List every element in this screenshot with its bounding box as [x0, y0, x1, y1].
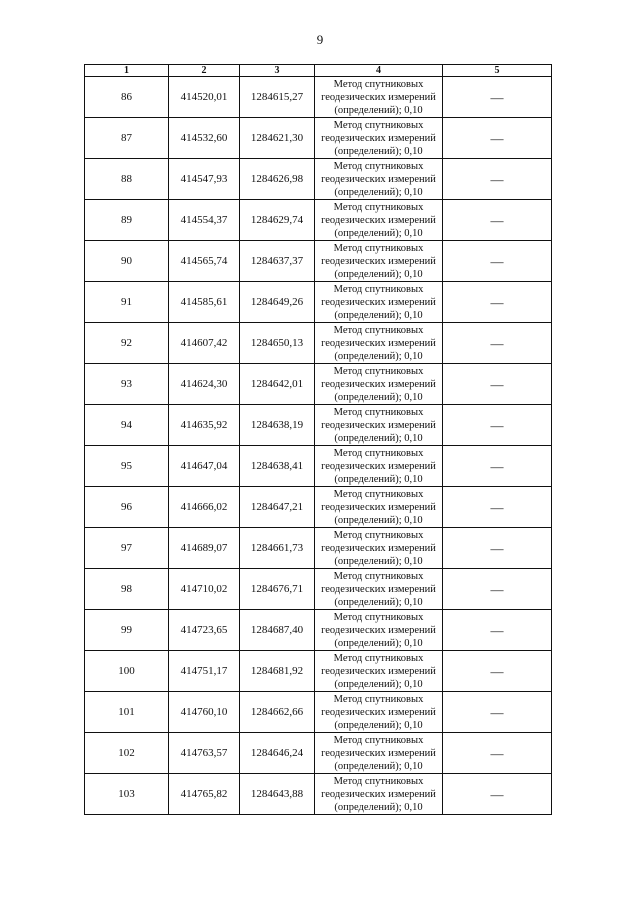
x-coordinate-cell: 414520,01 [169, 77, 240, 118]
method-line: геодезических измерений [321, 706, 436, 718]
method-line: (определений); 0,10 [334, 145, 423, 157]
point-number-cell: 86 [85, 77, 169, 118]
point-number-cell: 90 [85, 241, 169, 282]
method-line: геодезических измерений [321, 460, 436, 472]
method-cell [315, 364, 443, 405]
method-line: геодезических измерений [321, 788, 436, 800]
table-header-row [85, 65, 552, 77]
table-row [85, 405, 552, 446]
description-cell: — [443, 569, 552, 610]
method-line: геодезических измерений [321, 665, 436, 677]
method-line: (определений); 0,10 [334, 309, 423, 321]
point-number-cell: 96 [85, 487, 169, 528]
method-line: (определений); 0,10 [334, 637, 423, 649]
column-header-4: 4 [315, 65, 443, 77]
method-cell [315, 282, 443, 323]
table-row [85, 159, 552, 200]
table-row [85, 487, 552, 528]
description-cell: — [443, 200, 552, 241]
method-line: (определений); 0,10 [334, 596, 423, 608]
method-line: Метод спутниковых [333, 775, 424, 787]
description-cell: — [443, 610, 552, 651]
y-coordinate-cell: 1284676,71 [240, 569, 315, 610]
x-coordinate-cell: 414554,37 [169, 200, 240, 241]
y-coordinate-cell: 1284638,19 [240, 405, 315, 446]
x-coordinate-cell: 414765,82 [169, 774, 240, 815]
method-cell [315, 118, 443, 159]
method-line: геодезических измерений [321, 132, 436, 144]
y-coordinate-cell: 1284650,13 [240, 323, 315, 364]
method-cell [315, 569, 443, 610]
method-line: Метод спутниковых [333, 447, 424, 459]
method-cell [315, 241, 443, 282]
method-cell [315, 405, 443, 446]
y-coordinate-cell: 1284649,26 [240, 282, 315, 323]
column-header-2: 2 [169, 65, 240, 77]
x-coordinate-cell: 414607,42 [169, 323, 240, 364]
method-line: Метод спутниковых [333, 283, 424, 295]
table-row [85, 77, 552, 118]
point-number-cell: 103 [85, 774, 169, 815]
y-coordinate-cell: 1284615,27 [240, 77, 315, 118]
method-line: Метод спутниковых [333, 570, 424, 582]
point-number-cell: 89 [85, 200, 169, 241]
x-coordinate-cell: 414723,65 [169, 610, 240, 651]
table-body [85, 77, 552, 815]
method-line: Метод спутниковых [333, 201, 424, 213]
method-line: геодезических измерений [321, 501, 436, 513]
method-line: (определений); 0,10 [334, 719, 423, 731]
method-line: геодезических измерений [321, 624, 436, 636]
y-coordinate-cell: 1284638,41 [240, 446, 315, 487]
table-row [85, 118, 552, 159]
method-line: геодезических измерений [321, 419, 436, 431]
description-cell: — [443, 241, 552, 282]
description-cell: — [443, 528, 552, 569]
table-row [85, 241, 552, 282]
point-number-cell: 91 [85, 282, 169, 323]
method-line: Метод спутниковых [333, 652, 424, 664]
method-cell [315, 733, 443, 774]
method-line: геодезических измерений [321, 747, 436, 759]
table-row [85, 733, 552, 774]
column-header-3: 3 [240, 65, 315, 77]
description-cell: — [443, 323, 552, 364]
method-line: Метод спутниковых [333, 78, 424, 90]
method-line: геодезических измерений [321, 173, 436, 185]
description-cell: — [443, 118, 552, 159]
method-line: (определений); 0,10 [334, 350, 423, 362]
description-cell: — [443, 651, 552, 692]
description-cell: — [443, 405, 552, 446]
table-row [85, 528, 552, 569]
description-cell: — [443, 487, 552, 528]
method-cell [315, 77, 443, 118]
point-number-cell: 88 [85, 159, 169, 200]
method-line: геодезических измерений [321, 337, 436, 349]
y-coordinate-cell: 1284629,74 [240, 200, 315, 241]
method-line: Метод спутниковых [333, 324, 424, 336]
column-header-5: 5 [443, 65, 552, 77]
method-cell [315, 692, 443, 733]
method-line: Метод спутниковых [333, 242, 424, 254]
table-row [85, 323, 552, 364]
method-line: Метод спутниковых [333, 693, 424, 705]
method-line: (определений); 0,10 [334, 801, 423, 813]
method-cell [315, 200, 443, 241]
method-line: (определений); 0,10 [334, 186, 423, 198]
x-coordinate-cell: 414751,17 [169, 651, 240, 692]
y-coordinate-cell: 1284681,92 [240, 651, 315, 692]
description-cell: — [443, 77, 552, 118]
point-number-cell: 94 [85, 405, 169, 446]
y-coordinate-cell: 1284621,30 [240, 118, 315, 159]
x-coordinate-cell: 414532,60 [169, 118, 240, 159]
method-line: (определений); 0,10 [334, 104, 423, 116]
method-line: (определений); 0,10 [334, 268, 423, 280]
description-cell: — [443, 159, 552, 200]
table-row [85, 282, 552, 323]
method-cell [315, 610, 443, 651]
method-line: (определений); 0,10 [334, 760, 423, 772]
method-cell [315, 528, 443, 569]
page-number: 9 [316, 32, 324, 47]
method-cell [315, 446, 443, 487]
table-row [85, 692, 552, 733]
point-number-cell: 102 [85, 733, 169, 774]
y-coordinate-cell: 1284637,37 [240, 241, 315, 282]
description-cell: — [443, 364, 552, 405]
y-coordinate-cell: 1284687,40 [240, 610, 315, 651]
method-line: геодезических измерений [321, 542, 436, 554]
description-cell: — [443, 774, 552, 815]
method-cell [315, 159, 443, 200]
table-row [85, 200, 552, 241]
method-line: (определений); 0,10 [334, 227, 423, 239]
method-line: (определений); 0,10 [334, 391, 423, 403]
x-coordinate-cell: 414635,92 [169, 405, 240, 446]
point-number-cell: 97 [85, 528, 169, 569]
y-coordinate-cell: 1284647,21 [240, 487, 315, 528]
x-coordinate-cell: 414547,93 [169, 159, 240, 200]
description-cell: — [443, 446, 552, 487]
y-coordinate-cell: 1284626,98 [240, 159, 315, 200]
table-row [85, 774, 552, 815]
method-cell [315, 323, 443, 364]
x-coordinate-cell: 414565,74 [169, 241, 240, 282]
method-line: Метод спутниковых [333, 160, 424, 172]
table-row [85, 364, 552, 405]
method-line: Метод спутниковых [333, 734, 424, 746]
table-row [85, 569, 552, 610]
description-cell: — [443, 282, 552, 323]
method-line: геодезических измерений [321, 255, 436, 267]
method-cell [315, 774, 443, 815]
method-line: (определений); 0,10 [334, 432, 423, 444]
y-coordinate-cell: 1284646,24 [240, 733, 315, 774]
method-cell [315, 487, 443, 528]
description-cell: — [443, 692, 552, 733]
point-number-cell: 101 [85, 692, 169, 733]
method-line: геодезических измерений [321, 583, 436, 595]
y-coordinate-cell: 1284643,88 [240, 774, 315, 815]
method-line: (определений); 0,10 [334, 473, 423, 485]
table-row [85, 651, 552, 692]
method-line: Метод спутниковых [333, 406, 424, 418]
point-number-cell: 92 [85, 323, 169, 364]
x-coordinate-cell: 414710,02 [169, 569, 240, 610]
method-line: (определений); 0,10 [334, 555, 423, 567]
method-line: Метод спутниковых [333, 119, 424, 131]
coordinates-table [84, 64, 552, 815]
method-line: геодезических измерений [321, 296, 436, 308]
y-coordinate-cell: 1284661,73 [240, 528, 315, 569]
method-line: Метод спутниковых [333, 365, 424, 377]
y-coordinate-cell: 1284662,66 [240, 692, 315, 733]
point-number-cell: 100 [85, 651, 169, 692]
point-number-cell: 93 [85, 364, 169, 405]
method-line: (определений); 0,10 [334, 678, 423, 690]
point-number-cell: 99 [85, 610, 169, 651]
method-line: Метод спутниковых [333, 488, 424, 500]
y-coordinate-cell: 1284642,01 [240, 364, 315, 405]
description-cell: — [443, 733, 552, 774]
column-header-1: 1 [85, 65, 169, 77]
method-cell [315, 651, 443, 692]
point-number-cell: 95 [85, 446, 169, 487]
point-number-cell: 98 [85, 569, 169, 610]
method-line: (определений); 0,10 [334, 514, 423, 526]
x-coordinate-cell: 414760,10 [169, 692, 240, 733]
x-coordinate-cell: 414647,04 [169, 446, 240, 487]
x-coordinate-cell: 414585,61 [169, 282, 240, 323]
x-coordinate-cell: 414763,57 [169, 733, 240, 774]
x-coordinate-cell: 414666,02 [169, 487, 240, 528]
x-coordinate-cell: 414624,30 [169, 364, 240, 405]
method-line: Метод спутниковых [333, 611, 424, 623]
point-number-cell: 87 [85, 118, 169, 159]
method-line: геодезических измерений [321, 91, 436, 103]
method-line: Метод спутниковых [333, 529, 424, 541]
method-line: геодезических измерений [321, 214, 436, 226]
x-coordinate-cell: 414689,07 [169, 528, 240, 569]
method-line: геодезических измерений [321, 378, 436, 390]
table-row [85, 446, 552, 487]
table-row [85, 610, 552, 651]
